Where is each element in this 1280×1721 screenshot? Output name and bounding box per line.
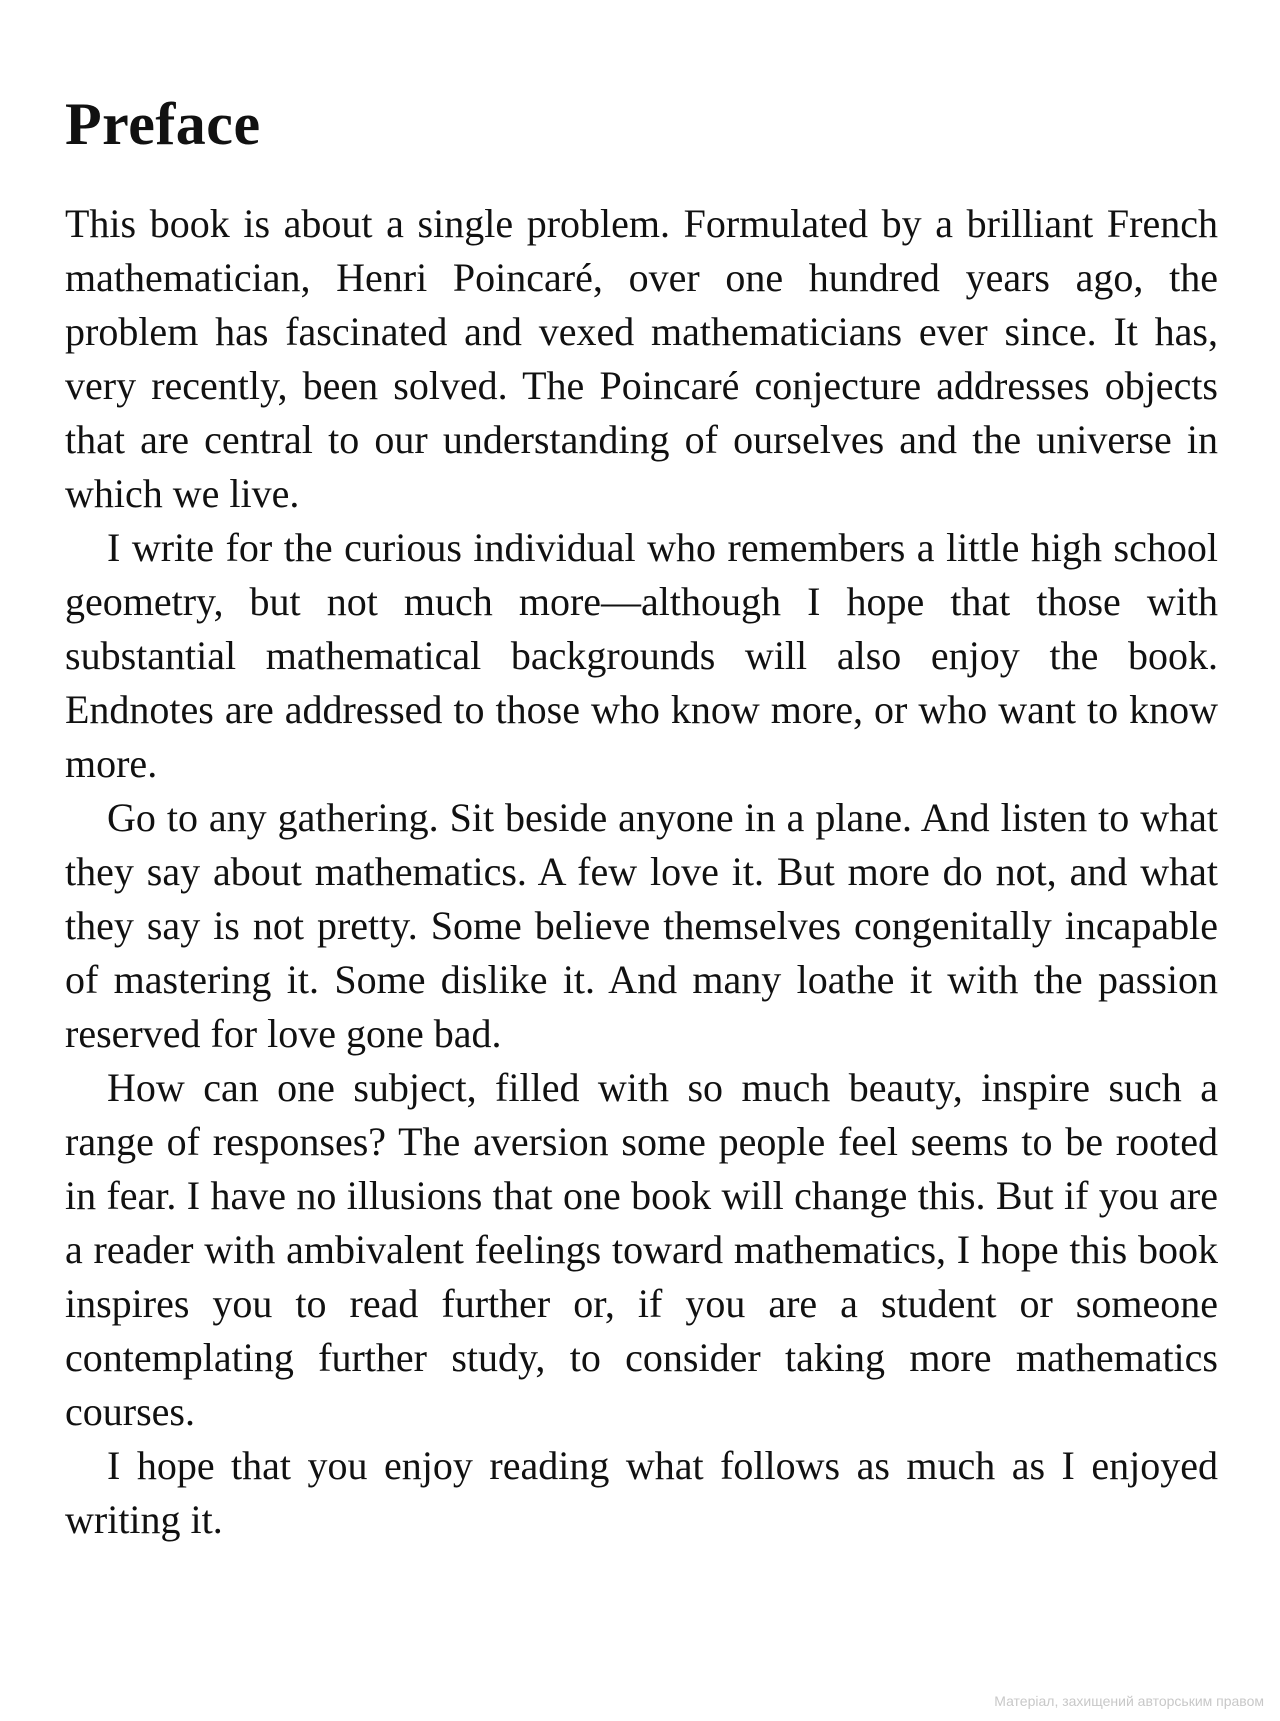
document-page [65, 88, 1218, 1547]
copyright-watermark: Матеріал, захищений авторським правом [994, 1693, 1264, 1709]
paragraph-5: I hope that you enjoy reading what follows as much as I enjoyed writing it. [65, 1443, 1218, 1542]
paragraph-3: Go to any gathering. Sit beside anyone in a plane. And listen to what they say about mathematics. A few love it. But more do not, and what they say is not pretty. Some believe themselves congenitally incapable of mastering it. Some dislike it. And many loathe it with the passion reserved for love gone bad. [65, 795, 1218, 1056]
preface-body [65, 197, 1218, 1547]
paragraph-1: This book is about a single problem. Formulated by a brilliant French mathematician, Henri Poincaré, over one hundred years ago, the problem has fascinated and vexed mathematicians ever since. It has, very recently, been solved. The Poincaré conjecture addresses objects that are central to our understanding of ourselves and the universe in which we live. [65, 201, 1218, 516]
paragraph-4: How can one subject, filled with so much beauty, inspire such a range of responses? The aversion some people feel seems to be rooted in fear. I have no illusions that one book will change this. But if you are a reader with ambivalent feelings toward mathematics, I hope this book inspires you to read further or, if you are a student or someone contemplating further study, to consider taking more mathematics courses. [65, 1065, 1218, 1434]
page-title: Preface [65, 91, 261, 157]
paragraph-2: I write for the curious individual who remembers a little high school geometry, but not much more—although I hope that those with substantial mathematical backgrounds will also enjoy the book. Endnotes are addressed to those who know more, or who want to know more. [65, 525, 1218, 786]
